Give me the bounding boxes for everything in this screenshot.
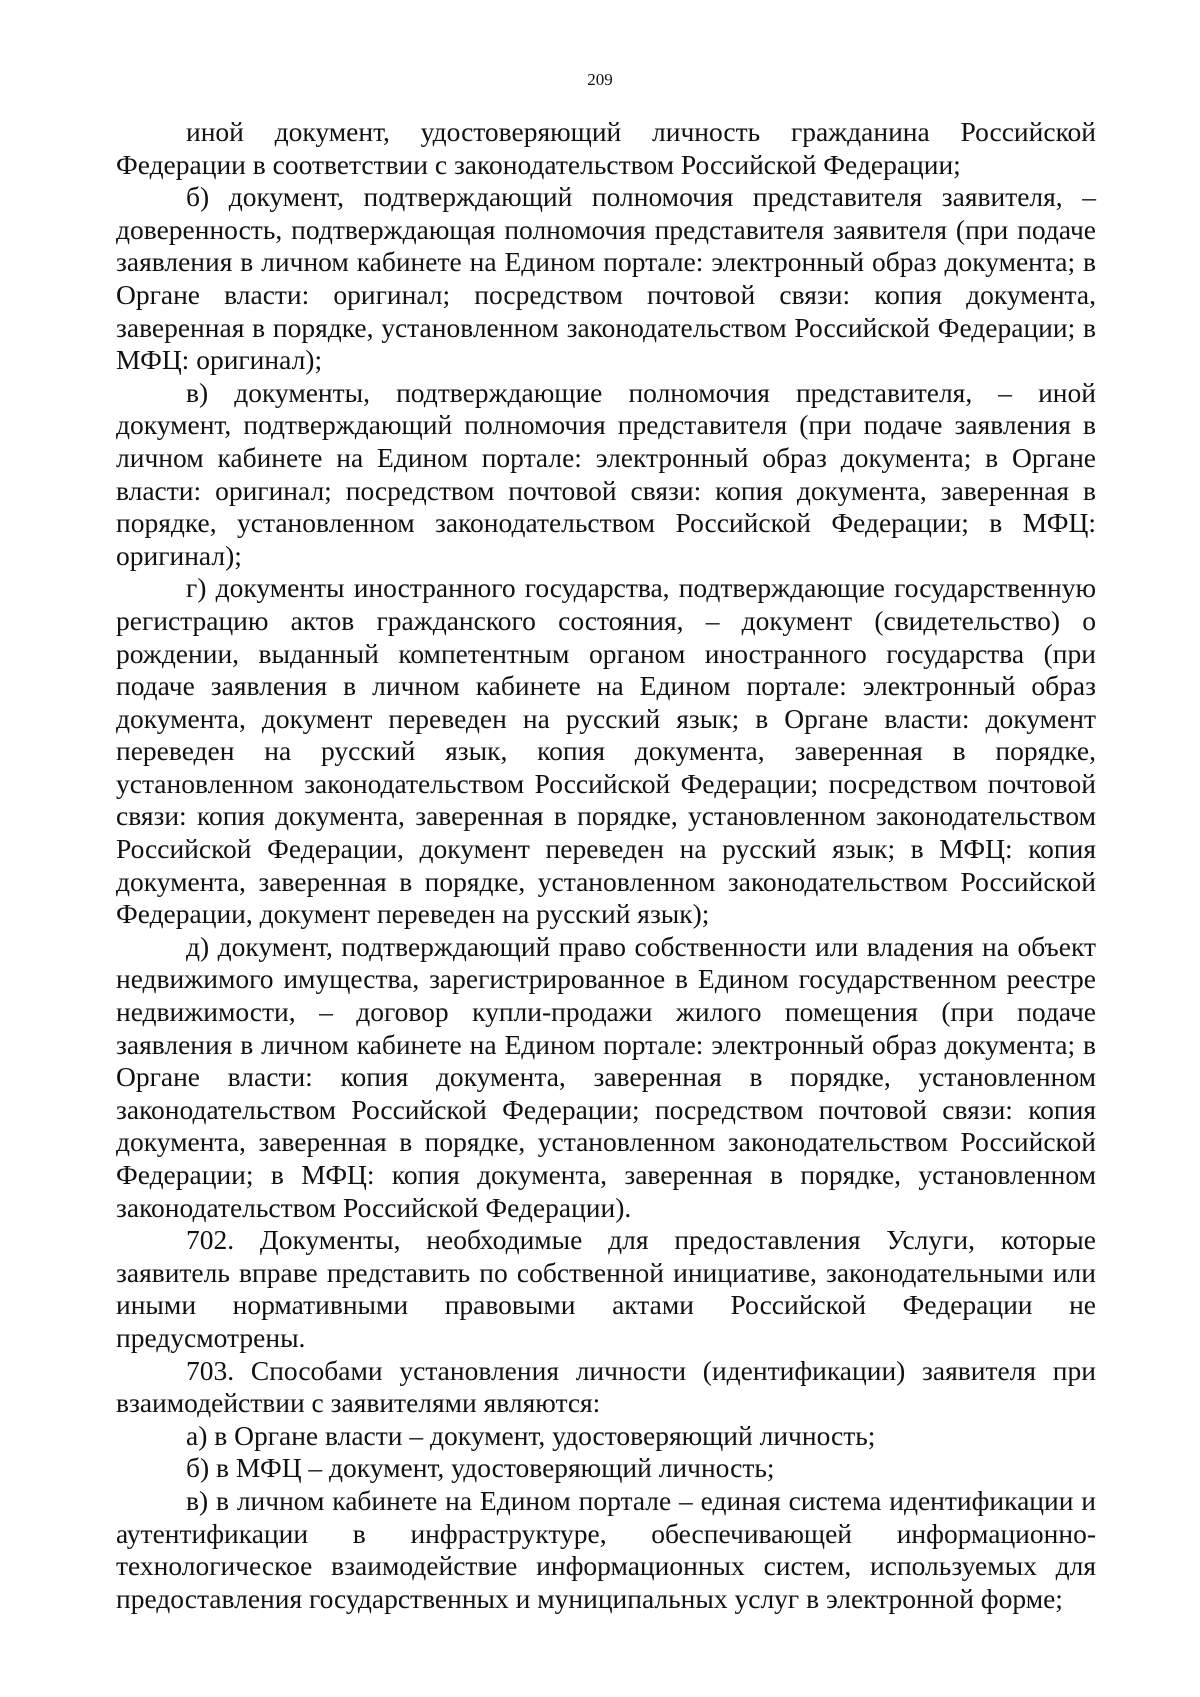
paragraph-703-item-a: а) в Органе власти – документ, удостоверяющий личность;: [186, 1419, 876, 1451]
document-body: [116, 116, 1096, 1615]
paragraph-703-item-b: б) в МФЦ – документ, удостоверяющий личность;: [186, 1452, 775, 1484]
page-number: 209: [587, 70, 613, 89]
paragraph-item-d: д) документ, подтверждающий право собственности или владения на объект недвижимого имущества, зарегистрированное в Едином государственном реестре недвижимости, – договор купли-продажи жилого помещения (при подаче заявления в личном кабинете на Едином портале: электронный образ документа; в Органе власти: копия документа, заверенная в порядке, установленном законодательством Российской Федерации; посредством почтовой связи: копия документа, заверенная в порядке, установленном законодательством Российской Федерации; в МФЦ: копия документа, заверенная в порядке, установленном законодательством Российской Федерации).: [116, 930, 1096, 1223]
paragraph-item-b: б) документ, подтверждающий полномочия представителя заявителя, – доверенность, подтверждающая полномочия представителя заявителя (при подаче заявления в личном кабинете на Едином портале: электронный образ документа; в Органе власти: оригинал; посредством почтовой связи: копия документа, заверенная в порядке, установленном законодательством Российской Федерации; в МФЦ: оригинал);: [116, 181, 1096, 376]
paragraph-702: 702. Документы, необходимые для предоставления Услуги, которые заявитель вправе представить по собственной инициативе, законодательными или иными нормативными правовыми актами Российской Федерации не предусмотрены.: [116, 1224, 1096, 1353]
paragraph-item-g: г) документы иностранного государства, подтверждающие государственную регистрацию актов гражданского состояния, – документ (свидетельство) о рождении, выданный компетентным органом иностранного государства (при подаче заявления в личном кабинете на Едином портале: электронный образ документа, документ переведен на русский язык; в Органе власти: документ переведен на русский язык, копия документа, заверенная в порядке, установленном законодательством Российской Федерации; посредством почтовой связи: копия документа, заверенная в порядке, установленном законодательством Российской Федерации, документ переведен на русский язык; в МФЦ: копия документа, заверенная в порядке, установленном законодательством Российской Федерации, документ переведен на русский язык);: [116, 572, 1096, 930]
paragraph-item-v: в) документы, подтверждающие полномочия представителя, – иной документ, подтверждающий полномочия представителя (при подаче заявления в личном кабинете на Едином портале: электронный образ документа; в Органе власти: оригинал; посредством почтовой связи: копия документа, заверенная в порядке, установленном законодательством Российской Федерации; в МФЦ: оригинал);: [116, 376, 1096, 571]
paragraph-703-item-v: в) в личном кабинете на Едином портале – единая система идентификации и аутентификации в инфраструктуре, обеспечивающей информационно-технологическое взаимодействие информационных систем, используемых для предоставления государственных и муниципальных услуг в электронной форме;: [116, 1484, 1096, 1614]
paragraph-703: 703. Способами установления личности (идентификации) заявителя при взаимодействии с заявителями являются:: [116, 1354, 1096, 1419]
paragraph-continuation: иной документ, удостоверяющий личность гражданина Российской Федерации в соответствии с законодательством Российской Федерации;: [116, 116, 1096, 180]
